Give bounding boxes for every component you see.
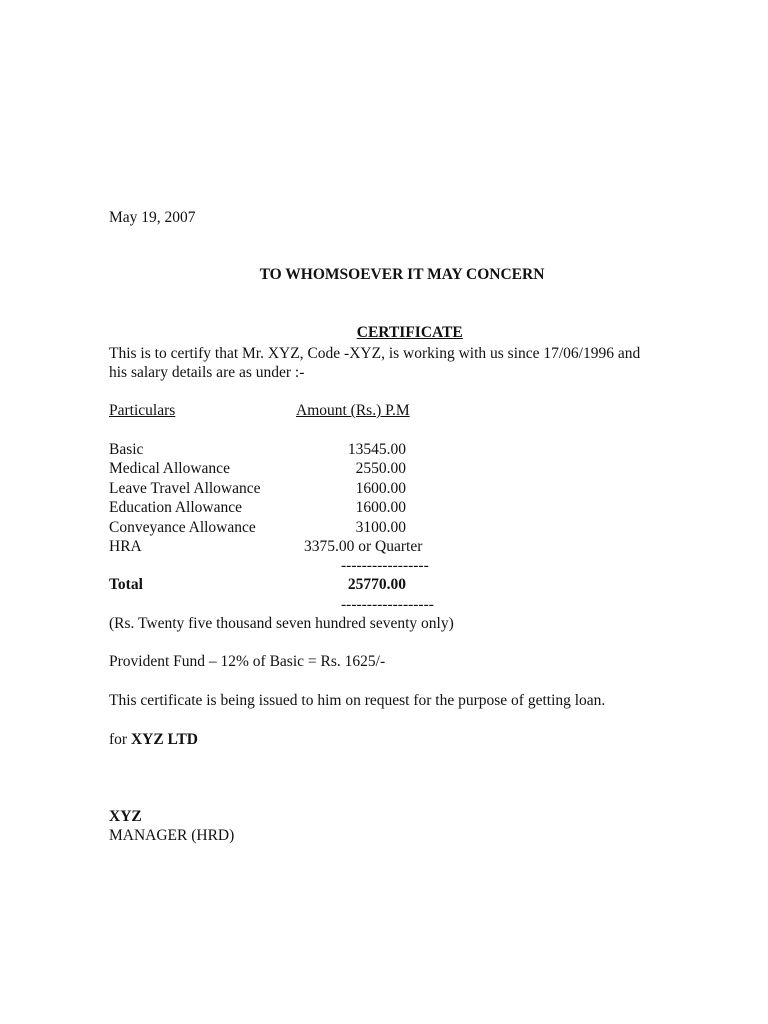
- document-date: May 19, 2007: [109, 209, 196, 226]
- row-label-education: Education Allowance: [109, 499, 242, 516]
- separator-top: -----------------: [341, 557, 429, 574]
- for-prefix: for: [109, 731, 131, 748]
- company-name: XYZ LTD: [130, 731, 199, 748]
- row-amount-lta: 1600.00: [355, 480, 406, 497]
- row-amount-education: 1600.00: [355, 499, 406, 516]
- for-company-line: [109, 731, 198, 749]
- row-amount-hra: 3375.00 or Quarter: [304, 538, 423, 555]
- intro-line-2: his salary details are as under :-: [109, 364, 305, 381]
- provident-fund-line: Provident Fund – 12% of Basic = Rs. 1625/-: [109, 653, 386, 670]
- total-label: Total: [109, 576, 143, 593]
- separator-bottom: ------------------: [341, 596, 434, 613]
- row-label-basic: Basic: [109, 441, 144, 458]
- row-label-hra: HRA: [109, 538, 142, 555]
- signatory-title: MANAGER (HRD): [109, 827, 235, 844]
- purpose-line: This certificate is being issued to him on request for the purpose of getting loan.: [109, 692, 606, 709]
- table-header-particulars: Particulars: [109, 402, 176, 419]
- row-label-conveyance: Conveyance Allowance: [109, 519, 256, 536]
- table-header-amount: Amount (Rs.) P.M: [296, 402, 410, 419]
- row-amount-medical: 2550.00: [355, 460, 406, 477]
- row-label-medical: Medical Allowance: [109, 460, 230, 477]
- signatory-name: XYZ: [109, 808, 142, 825]
- amount-in-words: (Rs. Twenty five thousand seven hundred seventy only): [109, 615, 454, 632]
- intro-line-1: This is to certify that Mr. XYZ, Code -XYZ, is working with us since 17/06/1996 and: [109, 345, 641, 362]
- document-heading: TO WHOMSOEVER IT MAY CONCERN: [259, 266, 545, 283]
- document-title-text: CERTIFICATE: [356, 324, 463, 341]
- row-amount-conveyance: 3100.00: [355, 519, 406, 536]
- row-label-lta: Leave Travel Allowance: [109, 480, 261, 497]
- row-amount-basic: 13545.00: [347, 441, 406, 458]
- total-amount: 25770.00: [347, 576, 406, 593]
